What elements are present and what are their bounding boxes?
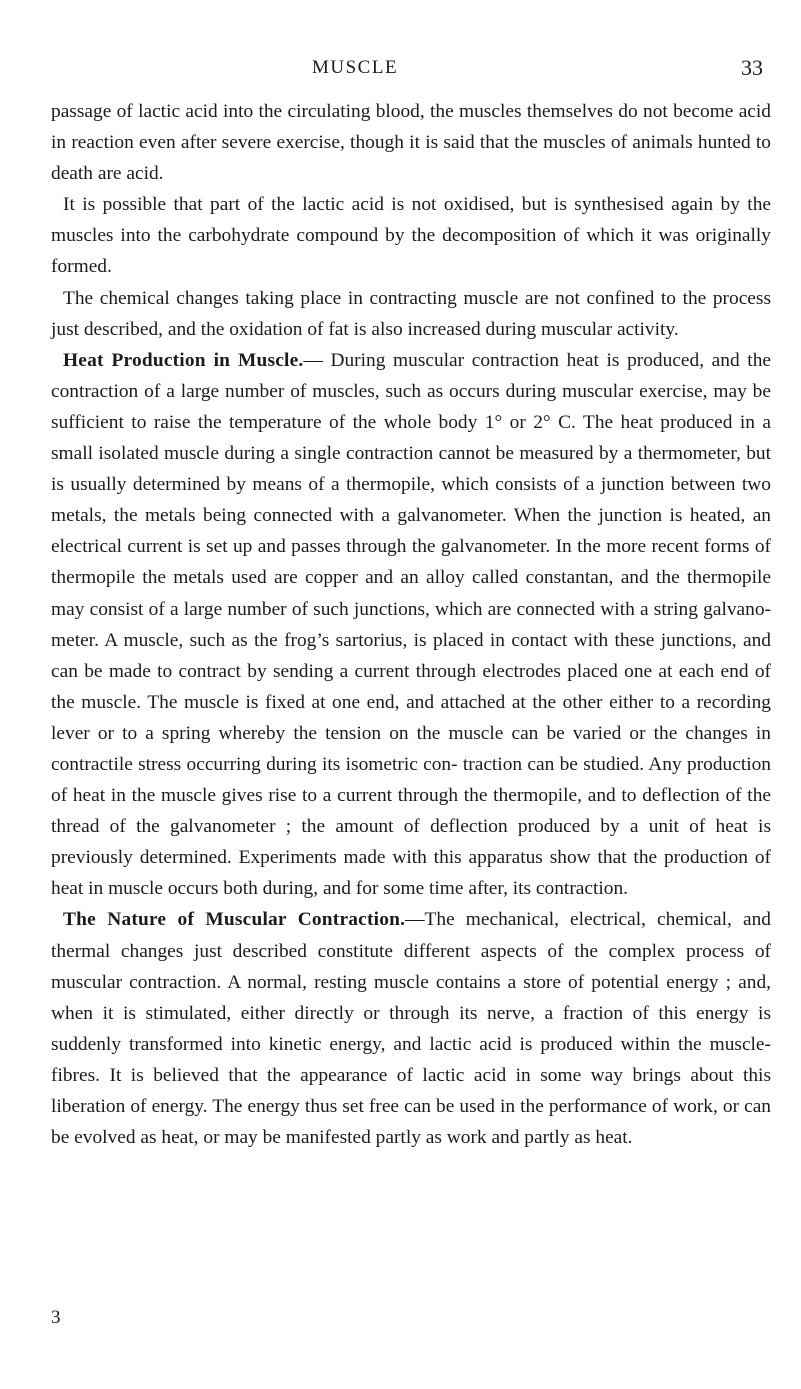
paragraph-lactic-acid-synthesis	[51, 189, 771, 282]
paragraph-lactic-acid-passage	[51, 96, 771, 189]
body-text	[51, 96, 771, 1153]
paragraph-text: passage of lactic acid into the circulating blood, the muscles themselves do not become acid in reaction even after severe exercise, though it is said that the muscles of animals hunted to death are acid.	[51, 101, 771, 185]
section-heading-heat-production: Heat Production in Muscle.	[63, 349, 304, 371]
paragraph-text: —The mechanical, electrical, chemical, and thermal changes just described constitute different aspects of the complex process of muscular contraction. A normal, resting muscle contains a store of potential energy ; and, when it is stimulated, either directly or through its nerve, a fraction of this energy is suddenly transformed into kinetic energy, and lactic acid is produced within the muscle-fibres. It is believed that the appearance of lactic acid in some way brings about this liberation of energy. The energy thus set free can be used in the performance of work, or can be evolved as heat, or may be manifested partly as work and partly as heat.	[51, 909, 771, 1149]
paragraph-chemical-changes	[51, 283, 771, 345]
paragraph-heat-production	[51, 345, 771, 905]
paragraph-text: The chemical changes taking place in contracting muscle are not confined to the process just described, and the oxidation of fat is also increased during muscular activity.	[51, 287, 771, 340]
running-title: MUSCLE	[312, 57, 399, 78]
signature-mark: 3	[51, 1307, 61, 1328]
paragraph-text: — During muscular contraction heat is produced, and the contraction of a large number of muscles, such as occurs during muscular exercise, may be sufficient to raise the temperature of the whole body 1° or 2° C. The heat produced in a small isolated muscle during a single contraction cannot be measured by a thermometer, but is usually determined by means of a thermopile, which consists of a junction between two metals, the metals being connected with a galvanometer. When the junction is heated, an electrical current is set up and passes through the galvanometer. In the more recent forms of thermopile the metals used are copper and an alloy called constantan, and the thermopile may consist of a large number of such junctions, which are connected with a string galvano- meter. A muscle, such as the frog’s sartorius, is placed in contact with these junctions, and can be made to contract by sending a current through electrodes placed one at each end of the muscle. The muscle is fixed at one end, and attached at the other either to a recording lever or to a spring whereby the tension on the muscle can be varied or the changes in contractile stress occurring during its isometric con- traction can be studied. Any production of heat in the muscle gives rise to a current through the thermopile, and to deflection of the thread of the galvanometer ; the amount of deflection produced by a unit of heat is previously determined. Experiments made with this apparatus show that the production of heat in muscle occurs both during, and for some time after, its contraction.	[51, 349, 771, 900]
paragraph-nature-of-contraction	[51, 904, 771, 1153]
paragraph-text: It is possible that part of the lactic acid is not oxidised, but is synthesised again by the muscles into the carbohydrate compound by the decomposition of which it was originally formed.	[51, 194, 771, 278]
page-number: 33	[741, 55, 763, 80]
section-heading-nature-of-contraction: The Nature of Muscular Contraction.	[63, 909, 406, 931]
